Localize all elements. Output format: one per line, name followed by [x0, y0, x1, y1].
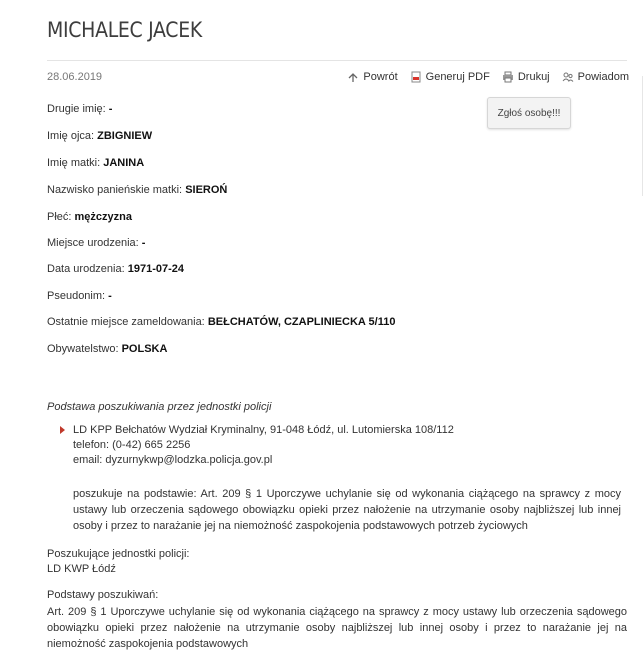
generate-pdf-label: Generuj PDF: [425, 71, 490, 83]
police-unit-email: email: dyzurnykwp@lodzka.policja.gov.pl: [73, 454, 273, 466]
police-unit-name: LD KPP Bełchatów Wydział Kryminalny, 91-048 Łódź, ul. Lutomierska 108/112: [73, 424, 454, 436]
police-basis: poszukuje na podstawie: Art. 209 § 1 Uporczywe uchylanie się od wykonania ciążącego na sprawcy z mocy ustawy lub orzeczenia sądowego obowiązku opieki przez nałożenie na utrzymanie osoby najbliższej lub innej osoby i przez to narażanie jej na niemożność zaspokojenia podstawowych potrzeb życiowych: [73, 488, 621, 532]
field-alias: Pseudonim: -: [47, 290, 112, 302]
page-title: MICHALEC JACEK: [47, 18, 202, 42]
searching-units-label: Poszukujące jednostki policji:: [47, 548, 190, 560]
field-mother-name: Imię matki: JANINA: [47, 157, 145, 169]
back-label: Powrót: [363, 71, 398, 83]
print-label: Drukuj: [517, 71, 550, 83]
field-last-address: Ostatnie miejsce zameldowania: BEŁCHATÓW, CZAPLINIECKA 5/110: [47, 316, 396, 328]
field-middle-name: Drugie imię: -: [47, 103, 113, 115]
pdf-file-icon: [410, 71, 422, 83]
report-person-button[interactable]: Zgłoś osobę!!!: [487, 97, 571, 129]
publish-date: 28.06.2019: [47, 71, 103, 83]
grounds-text: Art. 209 § 1 Uporczywe uchylanie się od wykonania ciążącego na sprawcy z mocy ustawy lub orzeczenia sądowego obowiązku opieki przez nałożenie na utrzymanie osoby najbliższej lub innej osoby i przez to narażanie jej na niemożność zaspokojenia podstawowych: [47, 606, 627, 650]
back-arrow-icon: [347, 71, 359, 83]
back-button[interactable]: [347, 71, 397, 83]
notify-button[interactable]: [562, 71, 629, 83]
police-unit: [62, 423, 622, 468]
searching-units: [47, 547, 189, 577]
printer-icon: [502, 71, 514, 83]
generate-pdf-button[interactable]: [410, 71, 490, 83]
field-birthplace: Miejsce urodzenia: -: [47, 237, 146, 249]
police-section-title: Podstawa poszukiwania przez jednostki policji: [47, 401, 272, 413]
toolbar: [347, 71, 629, 83]
field-birthdate: Data urodzenia: 1971-07-24: [47, 263, 185, 275]
field-citizenship: Obywatelstwo: POLSKA: [47, 343, 168, 355]
notify-label: Powiadom: [577, 71, 629, 83]
users-icon: [562, 71, 574, 83]
searching-units-value: LD KWP Łódź: [47, 563, 116, 575]
print-button[interactable]: [502, 71, 550, 83]
bullet-arrow-icon: [60, 426, 65, 434]
header-divider: [47, 60, 627, 61]
field-father-name: Imię ojca: ZBIGNIEW: [47, 130, 153, 142]
field-sex: Płeć: mężczyzna: [47, 211, 133, 223]
field-mother-maiden-name: Nazwisko panieńskie matki: SIEROŃ: [47, 184, 228, 196]
police-unit-phone: telefon: (0-42) 665 2256: [73, 439, 191, 451]
grounds-label: Podstawy poszukiwań:: [47, 589, 159, 601]
